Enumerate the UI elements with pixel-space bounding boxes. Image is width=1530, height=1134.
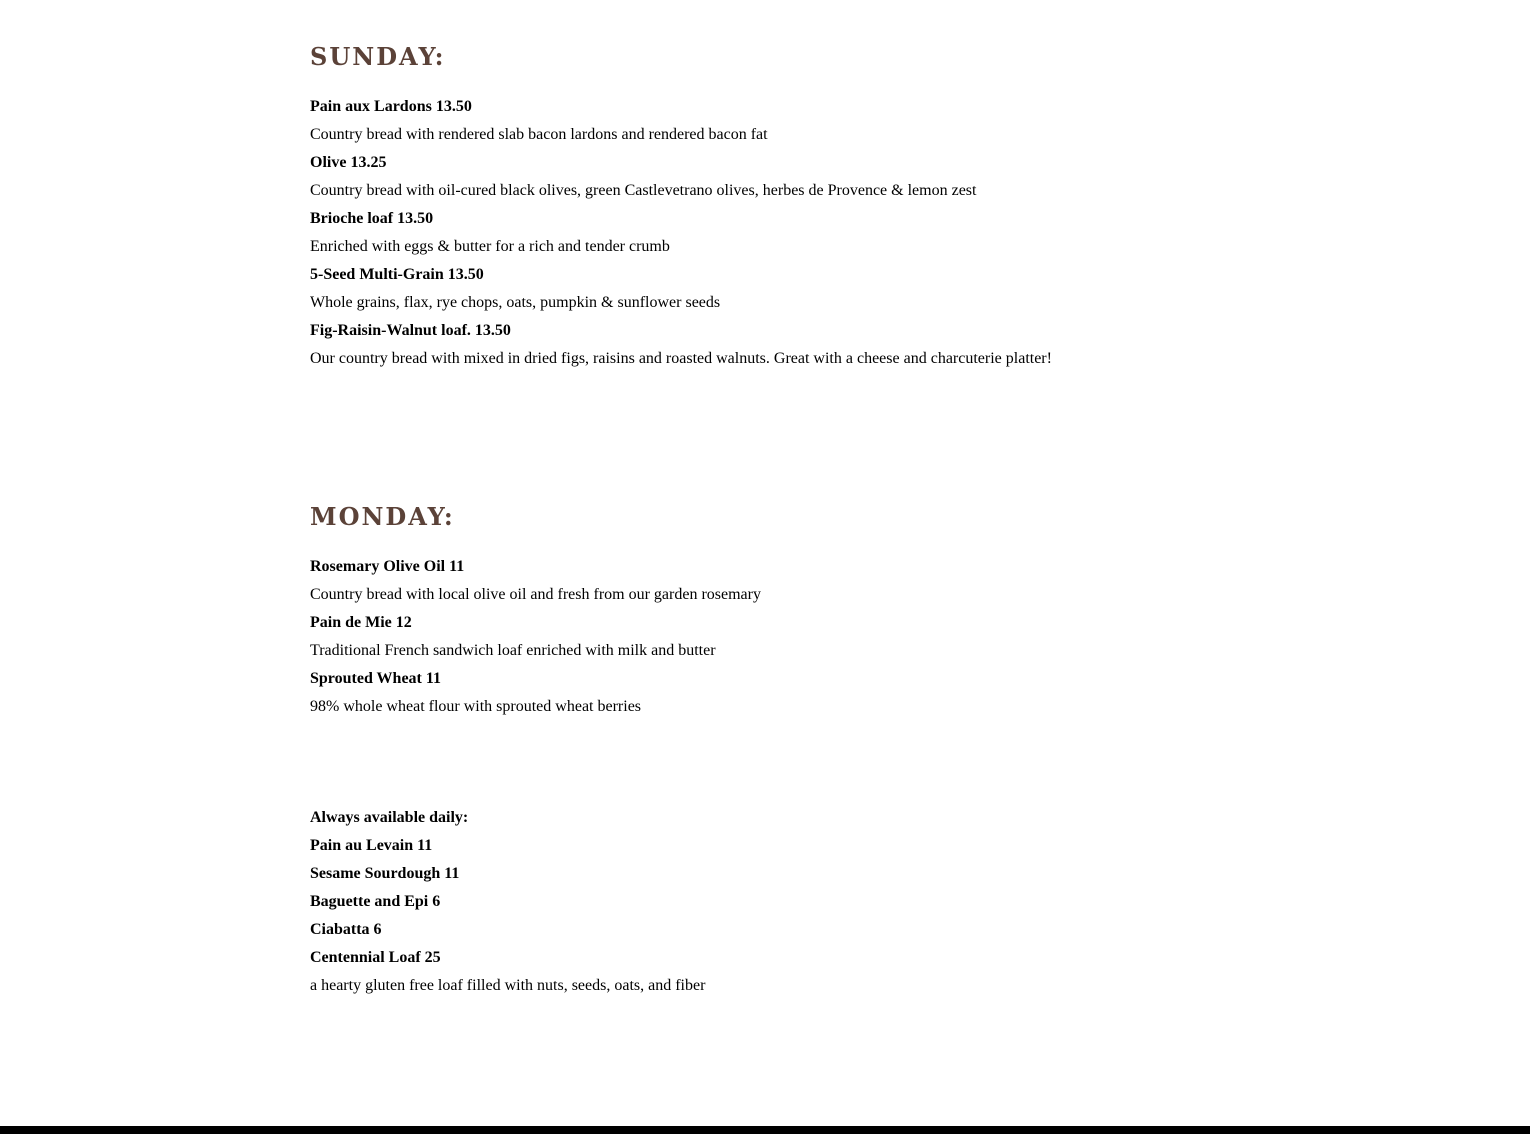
sunday-heading: SUNDAY:: [310, 42, 446, 71]
daily-item: Pain au Levain 11: [310, 837, 433, 854]
menu-item-name: Fig-Raisin-Walnut loaf. 13.50: [310, 322, 511, 339]
menu-item-name: 5-Seed Multi-Grain 13.50: [310, 266, 484, 283]
daily-item-note: a hearty gluten free loaf filled with nuts, seeds, oats, and fiber: [310, 977, 706, 994]
monday-items: [310, 553, 761, 721]
menu-item-name: Pain aux Lardons 13.50: [310, 98, 472, 115]
daily-item: Ciabatta 6: [310, 921, 382, 938]
menu-item-description: Country bread with local olive oil and fresh from our garden rosemary: [310, 586, 761, 603]
footer-bar: [0, 1126, 1530, 1134]
menu-item-name: Pain de Mie 12: [310, 614, 412, 631]
sunday-items: [310, 93, 1052, 373]
menu-item-description: Enriched with eggs & butter for a rich and tender crumb: [310, 238, 670, 255]
daily-section: [310, 804, 705, 1000]
daily-item: Baguette and Epi 6: [310, 893, 441, 910]
daily-item: Centennial Loaf 25: [310, 949, 441, 966]
sunday-section: [310, 41, 1052, 373]
monday-heading: MONDAY:: [310, 502, 455, 531]
menu-item-description: Traditional French sandwich loaf enriched with milk and butter: [310, 642, 716, 659]
menu-item-description: Our country bread with mixed in dried figs, raisins and roasted walnuts. Great with a cheese and charcuterie platter!: [310, 350, 1052, 367]
menu-item-name: Sprouted Wheat 11: [310, 670, 441, 687]
menu-item-description: Whole grains, flax, rye chops, oats, pumpkin & sunflower seeds: [310, 294, 721, 311]
menu-item-description: Country bread with rendered slab bacon lardons and rendered bacon fat: [310, 126, 768, 143]
menu-item-name: Olive 13.25: [310, 154, 387, 171]
menu-item-name: Brioche loaf 13.50: [310, 210, 434, 227]
menu-item-name: Rosemary Olive Oil 11: [310, 558, 465, 575]
daily-heading: Always available daily:: [310, 809, 469, 826]
menu-item-description: 98% whole wheat flour with sprouted wheat berries: [310, 698, 642, 715]
daily-item: Sesame Sourdough 11: [310, 865, 460, 882]
menu-item-description: Country bread with oil-cured black olives, green Castlevetrano olives, herbes de Provence & lemon zest: [310, 182, 977, 199]
monday-section: [310, 501, 761, 721]
